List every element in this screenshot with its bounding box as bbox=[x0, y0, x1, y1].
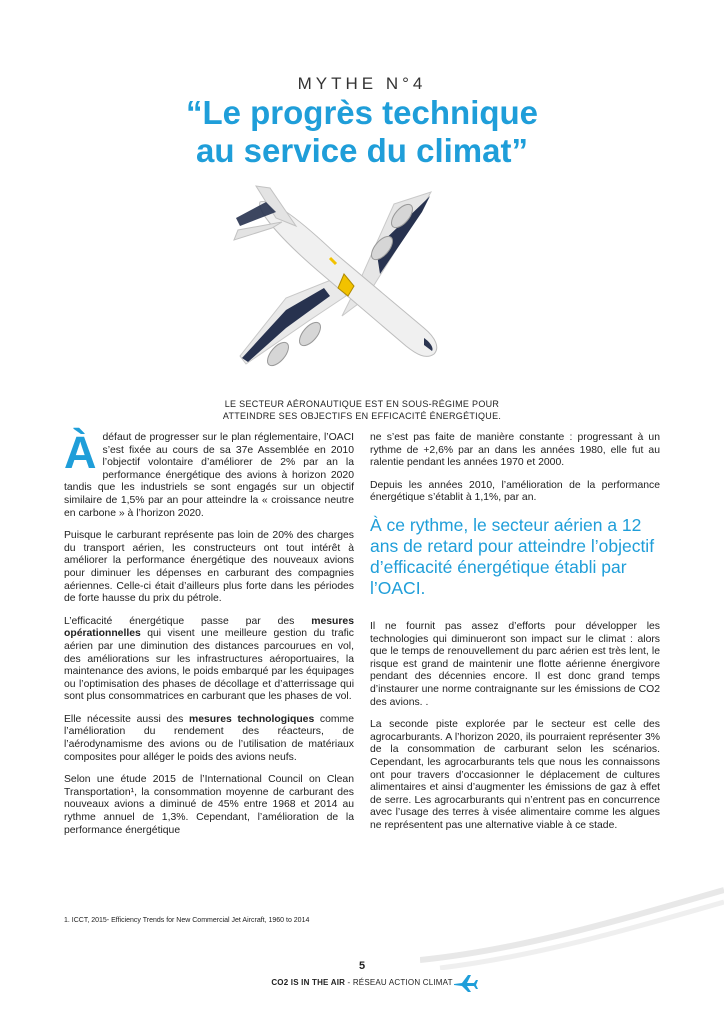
airplane-icon bbox=[452, 972, 478, 992]
p3-text-b: qui visent une meilleure gestion du trafic aérien par une diminution des distances parcourues en vol, des améliorations sur les infrastructures aéroportuaires, la maintenance des avions, le poids embarqué par les équipages ou l’optimisation des phases de décollage et d’atterrissage qui sont plus consommatrices en carburant que les phases de vol. bbox=[64, 628, 354, 703]
paragraph-3 bbox=[64, 616, 354, 704]
paragraph-1 bbox=[64, 427, 354, 520]
paragraph-7: Depuis les années 2010, l’amélioration de la performance énergétique s’établit à 1,1%, par an. bbox=[370, 479, 660, 504]
pull-quote: À ce rythme, le secteur aérien a 12 ans de retard pour atteindre l’objectif d’efficacité énergétique établi par l’OACI. bbox=[370, 514, 655, 598]
operational-measures-term: mesures opérationnelles bbox=[64, 615, 354, 640]
article-title bbox=[0, 94, 724, 170]
left-column bbox=[64, 427, 354, 847]
image-caption bbox=[160, 398, 564, 422]
right-column bbox=[370, 432, 660, 842]
footer-brand: CO2 IS IN THE AIR bbox=[271, 978, 346, 987]
article-kicker: MYTHE N°4 bbox=[297, 74, 427, 93]
contrail-decoration bbox=[420, 880, 724, 970]
paragraph-9: La seconde piste explorée par le secteur est celle des agrocarburants. A l’horizon 2020, ils pourraient représenter 3% de la consommation de carburant selon les scénarios. Cependant, les agrocarburants tels que nous les connaissons ont pour travers d’occasionner le déplacement de cultures alimentaires et ainsi d’augmenter les émissions de gaz à effet de serre. Les agrocarburants qui n’entrent pas en concurrence avec l’usage des terres à visée alimentaire comme les algues ne représentent pas une alternative viable à ce stade. bbox=[370, 719, 660, 831]
p4-text-a: Elle nécessite aussi des bbox=[64, 713, 190, 725]
paragraph-5: Selon une étude 2015 de l’International Council on Clean Transportation¹, la consommation moyenne de carburant des nouveaux avions a diminué de 45% entre 1968 et 2014 au rythme annuel de 1,3%. Cependant, l’amélioration de la performance énergétique bbox=[64, 774, 354, 836]
page-number: 5 bbox=[358, 960, 366, 972]
paragraph-4 bbox=[64, 714, 354, 764]
footnote: 1. ICCT, 2015- Efficiency Trends for New Commercial Jet Aircraft, 1960 to 2014 bbox=[64, 917, 310, 924]
p4-text-b: comme l’amélioration du rendement des réacteurs, de l’aérodynamisme des avions ou de l’utilisation de matériaux composites pour alléger le poids des avions neufs. bbox=[64, 713, 354, 763]
caption-line-2: ATTEINDRE SES OBJECTIFS EN EFFICACITÉ ÉNERGÉTIQUE. bbox=[222, 411, 502, 421]
title-line-1: “Le progrès technique bbox=[185, 94, 539, 131]
footer-separator: - bbox=[345, 978, 353, 987]
footer-org: RÉSEAU ACTION CLIMAT bbox=[352, 978, 453, 987]
caption-line-1: LE SECTEUR AÉRONAUTIQUE EST EN SOUS-RÉGIME POUR bbox=[224, 399, 500, 409]
paragraph-1-text: défaut de progresser sur le plan réglementaire, l’OACI s’est fixée au cours de sa 37e Assemblée en 2010 l’objectif volontaire d’améliorer de 2% par an la performance énergétique des avions à horizon 2020 tandis que les industriels se sont engagés sur un objectif similaire de 1,5% par an pour atteindre la « croissance neutre en carbone » à l’horizon 2020. bbox=[64, 432, 354, 519]
airplane-illustration bbox=[226, 178, 456, 378]
page-footer bbox=[0, 978, 724, 987]
p3-text-a: L’efficacité énergétique passe par des bbox=[64, 615, 312, 627]
paragraph-2: Puisque le carburant représente pas loin de 20% des charges du transport aérien, les constructeurs ont tout intérêt à améliorer la performance énergétique des nouveaux avions pour diminuer les dépenses en carburant des compagnies aériennes. Celle-ci était d’ailleurs plus forte dans les périodes de forte hausse du prix du pétrole. bbox=[64, 530, 354, 605]
drop-cap: À bbox=[64, 427, 97, 478]
paragraph-6: ne s’est pas faite de manière constante : progressant à un rythme de +2,6% par an dans les années 1980, elle fut au ralentie pendant les années 1970 et 2000. bbox=[370, 432, 660, 469]
paragraph-8: Il ne fournit pas assez d’efforts pour développer les technologies qui diminueront son impact sur le climat : alors que le temps de renouvellement du parc aérien est très lent, le risque est grand de maintenir une flotte aérienne énergivore pendant des décennies encore. Il est donc grand temps d’instaurer une norme contraignante sur les émissions de CO2 des avions. . bbox=[370, 620, 660, 708]
technological-measures-term: mesures technologiques bbox=[189, 713, 315, 725]
title-line-2: au service du climat” bbox=[196, 132, 528, 169]
